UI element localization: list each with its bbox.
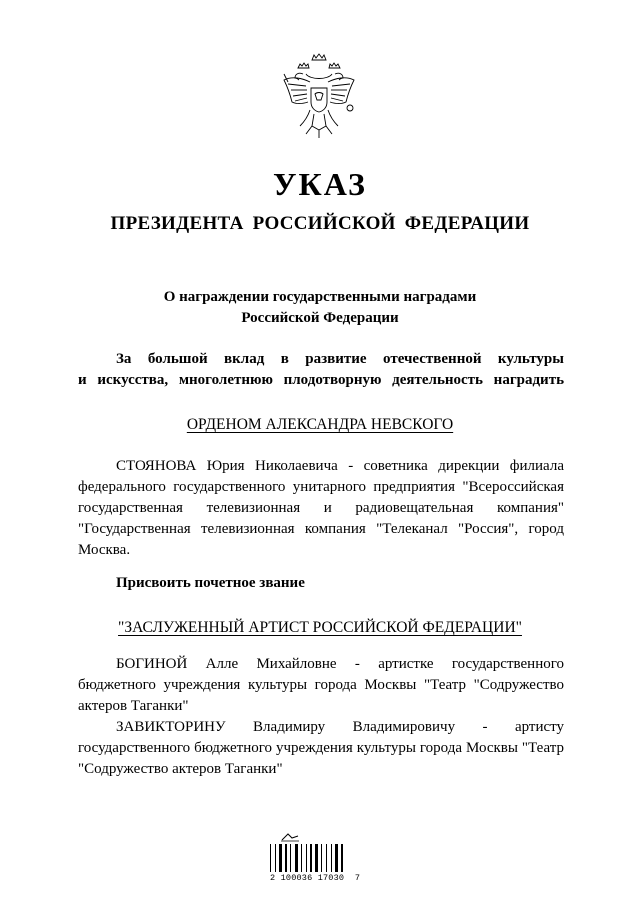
order-recipient-paragraph — [78, 456, 564, 561]
order-recipient-text: СТОЯНОВА Юрия Николаевича - советника дирекции филиала федерального государственного унитарного предприятия "Всероссийская государственная телевизионная и радиовещательная компания" "Государственная телевизионная компания "Телеканал "Россия", город Москва. — [78, 458, 564, 558]
barcode-bar — [272, 844, 274, 872]
barcode-bar — [319, 844, 320, 872]
preamble-line-2: и искусства, многолетнюю плодотворную деятельность наградить — [78, 372, 564, 388]
document-title: УКАЗ — [273, 166, 367, 202]
honorary-recipient: БОГИНОЙ Алле Михайловне - артистке государственного бюджетного учреждения культуры города Москвы "Театр "Содружество актеров Таганки" — [78, 656, 564, 714]
barcode-bar — [326, 844, 327, 872]
barcode-mark-icon — [280, 832, 300, 842]
barcode-bar — [315, 844, 318, 872]
barcode-bar — [310, 844, 312, 872]
barcode-bar — [321, 844, 322, 872]
barcode-bar — [285, 844, 287, 872]
honorary-recipient: ЗАВИКТОРИНУ Владимиру Владимировичу - артисту государственного бюджетного учреждения культуры города Москвы "Театр "Содружество актеров Таганки" — [78, 719, 564, 777]
barcode-bar — [299, 844, 300, 872]
document-subtitle: ПРЕЗИДЕНТА РОССИЙСКОЙ ФЕДЕРАЦИИ — [110, 213, 530, 234]
coat-of-arms-icon — [276, 52, 362, 148]
barcode-bar — [341, 844, 343, 872]
barcode-bar — [335, 844, 338, 872]
award-order-title — [0, 414, 640, 435]
barcode-bar — [279, 844, 282, 872]
barcode-number: 2 100036 17030 7 — [270, 873, 361, 883]
barcode-icon — [270, 844, 356, 872]
barcode-bar — [313, 844, 314, 872]
barcode-bar — [328, 844, 330, 872]
barcode-bar — [275, 844, 276, 872]
barcode-bar — [333, 844, 334, 872]
barcode-bar — [331, 844, 332, 872]
preamble-line-1: За большой вклад в развитие отечественной культуры — [116, 351, 564, 367]
subject-line-1: О награждении государственными наградами — [163, 289, 477, 305]
barcode-bar — [344, 844, 345, 872]
honorary-title — [0, 617, 640, 638]
barcode-bar — [323, 844, 325, 872]
honorary-intro: Присвоить почетное звание — [116, 575, 305, 591]
decree-subject — [0, 287, 640, 329]
honorary-recipients — [78, 654, 564, 780]
subject-line-2: Российской Федерации — [241, 310, 399, 326]
barcode-bar — [277, 844, 278, 872]
preamble — [78, 349, 564, 391]
barcode-bar — [288, 844, 289, 872]
barcode-bar — [270, 844, 271, 872]
award-order-title-text: ОРДЕНОМ АЛЕКСАНДРА НЕВСКОГО — [186, 416, 454, 433]
barcode-bar — [295, 844, 298, 872]
barcode-bar — [283, 844, 284, 872]
barcode-bar — [308, 844, 309, 872]
barcode-bar — [292, 844, 294, 872]
barcode — [270, 832, 361, 883]
barcode-bar — [306, 844, 307, 872]
barcode-bar — [301, 844, 302, 872]
barcode-bar — [290, 844, 291, 872]
barcode-bar — [303, 844, 305, 872]
honorary-title-text: "ЗАСЛУЖЕННЫЙ АРТИСТ РОССИЙСКОЙ ФЕДЕРАЦИИ" — [118, 619, 522, 636]
barcode-bar — [339, 844, 340, 872]
